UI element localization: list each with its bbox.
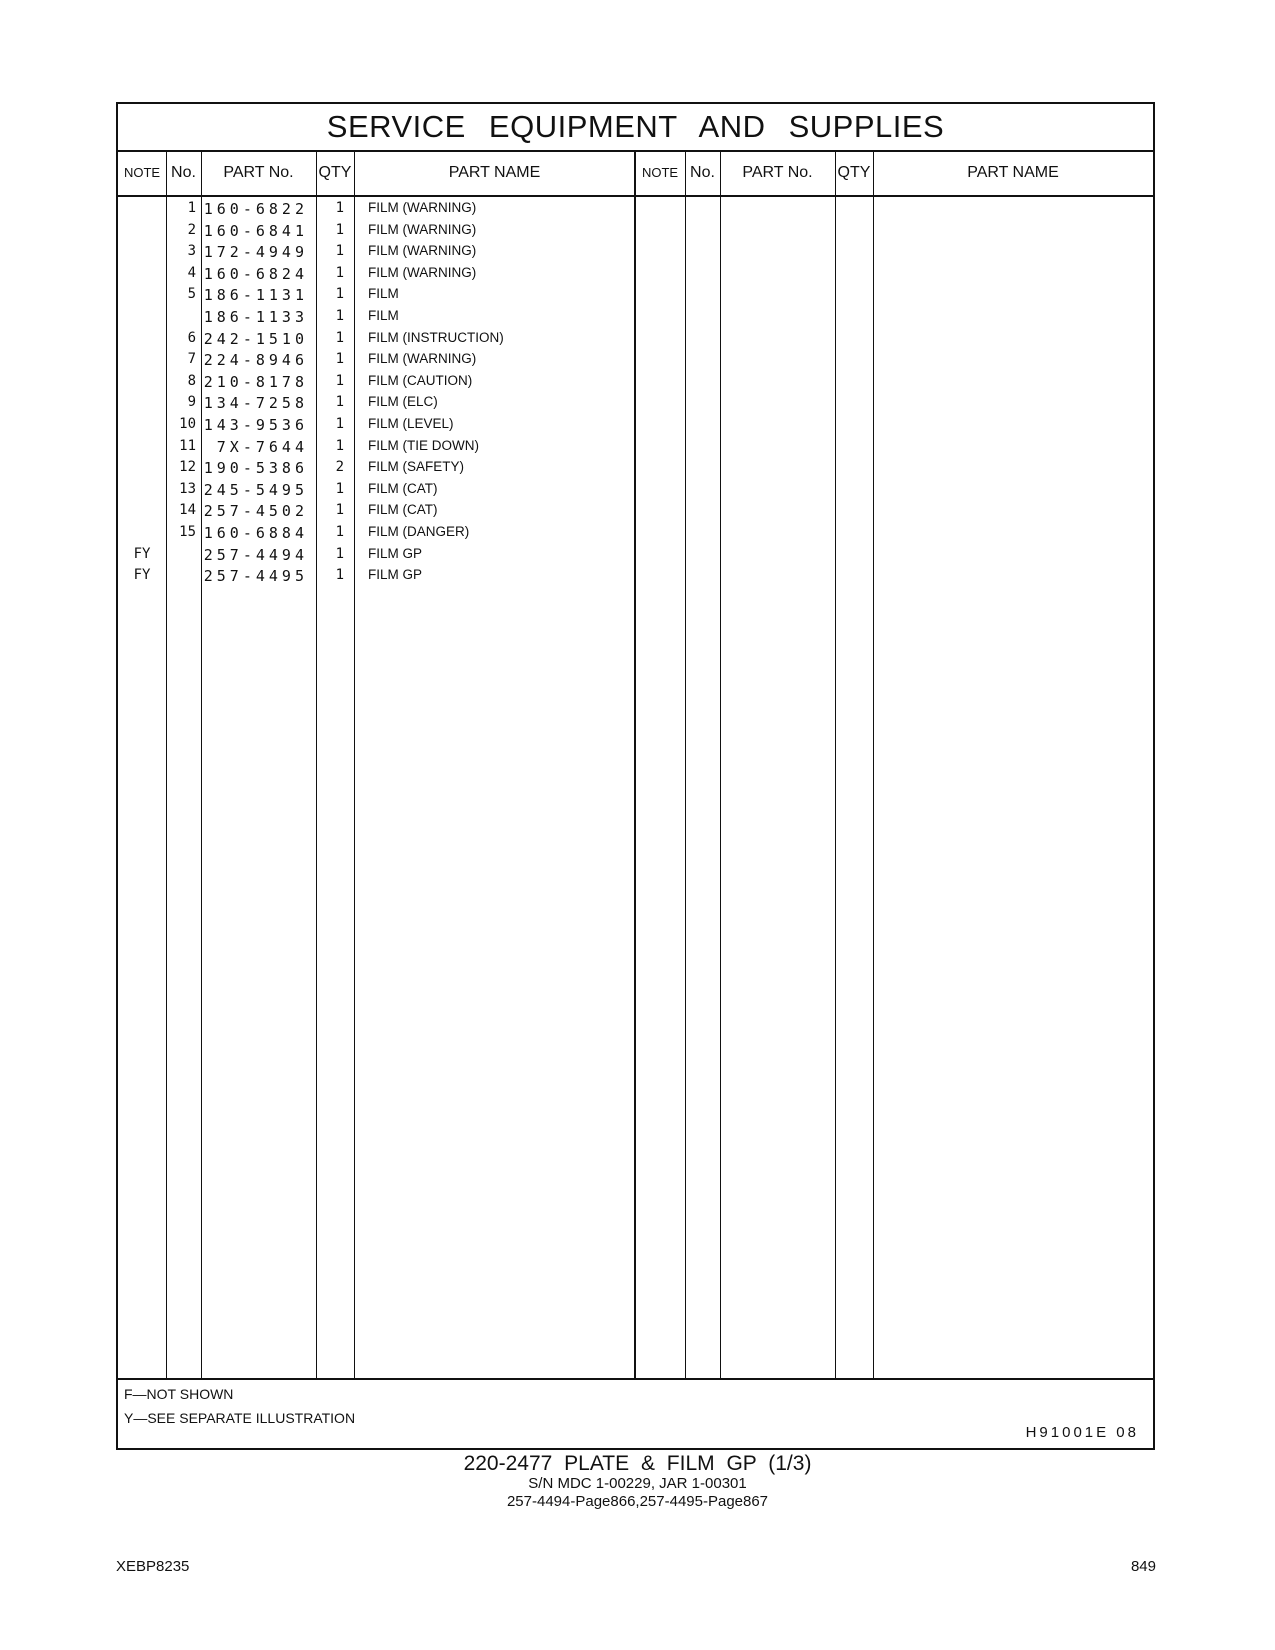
- row-part-name: FILM (WARNING): [368, 264, 477, 280]
- header-qty-right: QTY: [837, 164, 871, 181]
- column-divider: [354, 150, 355, 1380]
- row-quantity: 1: [335, 437, 344, 454]
- row-number: 3: [187, 243, 196, 260]
- row-quantity: 1: [335, 286, 344, 303]
- header-part-no-left: PART No.: [223, 164, 294, 181]
- row-quantity: 1: [335, 221, 344, 238]
- row-quantity: 2: [335, 459, 344, 476]
- row-part-name: FILM (INSTRUCTION): [368, 329, 504, 345]
- serial-range: S/N MDC 1-00229, JAR 1-00301: [528, 1475, 747, 1492]
- row-quantity: 1: [335, 480, 344, 497]
- row-part-number: 160-6841: [203, 221, 308, 240]
- column-divider: [835, 150, 836, 1380]
- parts-table-frame: [116, 102, 1155, 1450]
- row-part-number: 257-4494: [203, 545, 308, 564]
- row-quantity: 1: [335, 567, 344, 584]
- row-part-name: FILM (SAFETY): [368, 459, 465, 475]
- header-note-right: NOTE: [641, 165, 679, 180]
- header-no-left: No.: [171, 164, 196, 181]
- row-part-name: FILM (WARNING): [368, 221, 477, 237]
- header-note-left: NOTE: [123, 165, 161, 180]
- row-part-number: 245-5495: [203, 480, 308, 499]
- table-footer: [118, 1378, 1153, 1452]
- legend-not-shown: F—NOT SHOWN: [124, 1386, 234, 1402]
- row-number: 13: [179, 480, 196, 497]
- row-part-name: FILM (CAT): [368, 480, 438, 496]
- row-quantity: 1: [335, 416, 344, 432]
- row-number: 9: [187, 394, 196, 411]
- row-number: 5: [187, 286, 196, 303]
- row-part-number: 172-4949: [203, 243, 308, 262]
- row-part-number: 160-6824: [203, 264, 308, 283]
- row-part-number: 186-1133: [203, 308, 308, 326]
- row-part-number: 242-1510: [203, 329, 308, 348]
- row-number: 12: [179, 459, 196, 476]
- document-id: XEBP8235: [116, 1558, 190, 1575]
- row-part-name: FILM: [368, 308, 399, 323]
- row-part-name: FILM (DANGER): [368, 524, 470, 539]
- column-divider: [720, 150, 721, 1380]
- row-number: 8: [187, 372, 196, 389]
- row-note: FY: [133, 567, 151, 584]
- row-part-number: 257-4502: [203, 502, 308, 521]
- row-quantity: 1: [335, 329, 344, 346]
- row-part-name: FILM (WARNING): [368, 243, 477, 259]
- row-part-name: FILM GP: [368, 545, 423, 561]
- row-number: 1: [187, 200, 196, 216]
- row-number: 6: [187, 329, 196, 346]
- row-quantity: 1: [335, 524, 344, 540]
- header-no-right: No.: [690, 164, 715, 181]
- row-quantity: 1: [335, 351, 344, 368]
- page-number: 849: [1130, 1558, 1156, 1575]
- row-quantity: 1: [335, 545, 344, 562]
- row-part-name: FILM GP: [368, 567, 423, 583]
- row-part-number: 143-9536: [203, 416, 308, 434]
- header-part-name-right: PART NAME: [967, 164, 1059, 181]
- row-part-number: 7X-7644: [216, 437, 308, 456]
- column-divider: [873, 150, 874, 1380]
- row-part-name: FILM (WARNING): [368, 351, 477, 367]
- row-quantity: 1: [335, 264, 344, 281]
- row-number: 7: [187, 351, 196, 368]
- row-part-number: 257-4495: [203, 567, 308, 586]
- legend-separate-illustration: Y—SEE SEPARATE ILLUSTRATION: [124, 1410, 356, 1426]
- center-divider: [634, 150, 636, 1380]
- row-part-number: 134-7258: [203, 394, 308, 413]
- row-number: 11: [179, 437, 196, 454]
- row-quantity: 1: [335, 502, 344, 519]
- row-part-number: 186-1131: [203, 286, 308, 305]
- header-qty-left: QTY: [318, 164, 352, 181]
- drawing-code: H91001E 08: [1025, 1424, 1139, 1441]
- row-number: 14: [179, 502, 196, 519]
- row-part-number: 160-6822: [203, 200, 308, 218]
- group-caption: 220-2477 PLATE & FILM GP (1/3): [463, 1452, 812, 1475]
- page-title: SERVICE EQUIPMENT AND SUPPLIES: [118, 104, 1153, 152]
- row-part-name: FILM (WARNING): [368, 200, 477, 215]
- row-part-name: FILM (LEVEL): [368, 416, 454, 431]
- row-number: 10: [179, 416, 196, 432]
- row-part-number: 190-5386: [203, 459, 308, 478]
- row-part-name: FILM: [368, 286, 399, 302]
- row-quantity: 1: [335, 308, 344, 324]
- row-quantity: 1: [335, 372, 344, 389]
- row-number: 15: [179, 524, 196, 540]
- row-quantity: 1: [335, 200, 344, 216]
- row-number: 4: [187, 264, 196, 281]
- row-part-name: FILM (CAUTION): [368, 372, 473, 388]
- header-part-name-left: PART NAME: [448, 164, 541, 181]
- row-part-name: FILM (ELC): [368, 394, 438, 410]
- header-part-no-right: PART No.: [742, 164, 813, 181]
- row-note: FY: [133, 545, 151, 562]
- row-quantity: 1: [335, 243, 344, 260]
- row-part-name: FILM (CAT): [368, 502, 438, 518]
- page-references: 257-4494-Page866,257-4495-Page867: [506, 1493, 769, 1510]
- row-part-number: 224-8946: [203, 351, 308, 370]
- row-part-number: 160-6884: [203, 524, 308, 542]
- row-part-name: FILM (TIE DOWN): [368, 437, 479, 453]
- row-part-number: 210-8178: [203, 372, 308, 391]
- column-divider: [685, 150, 686, 1380]
- row-number: 2: [187, 221, 196, 238]
- row-quantity: 1: [335, 394, 344, 411]
